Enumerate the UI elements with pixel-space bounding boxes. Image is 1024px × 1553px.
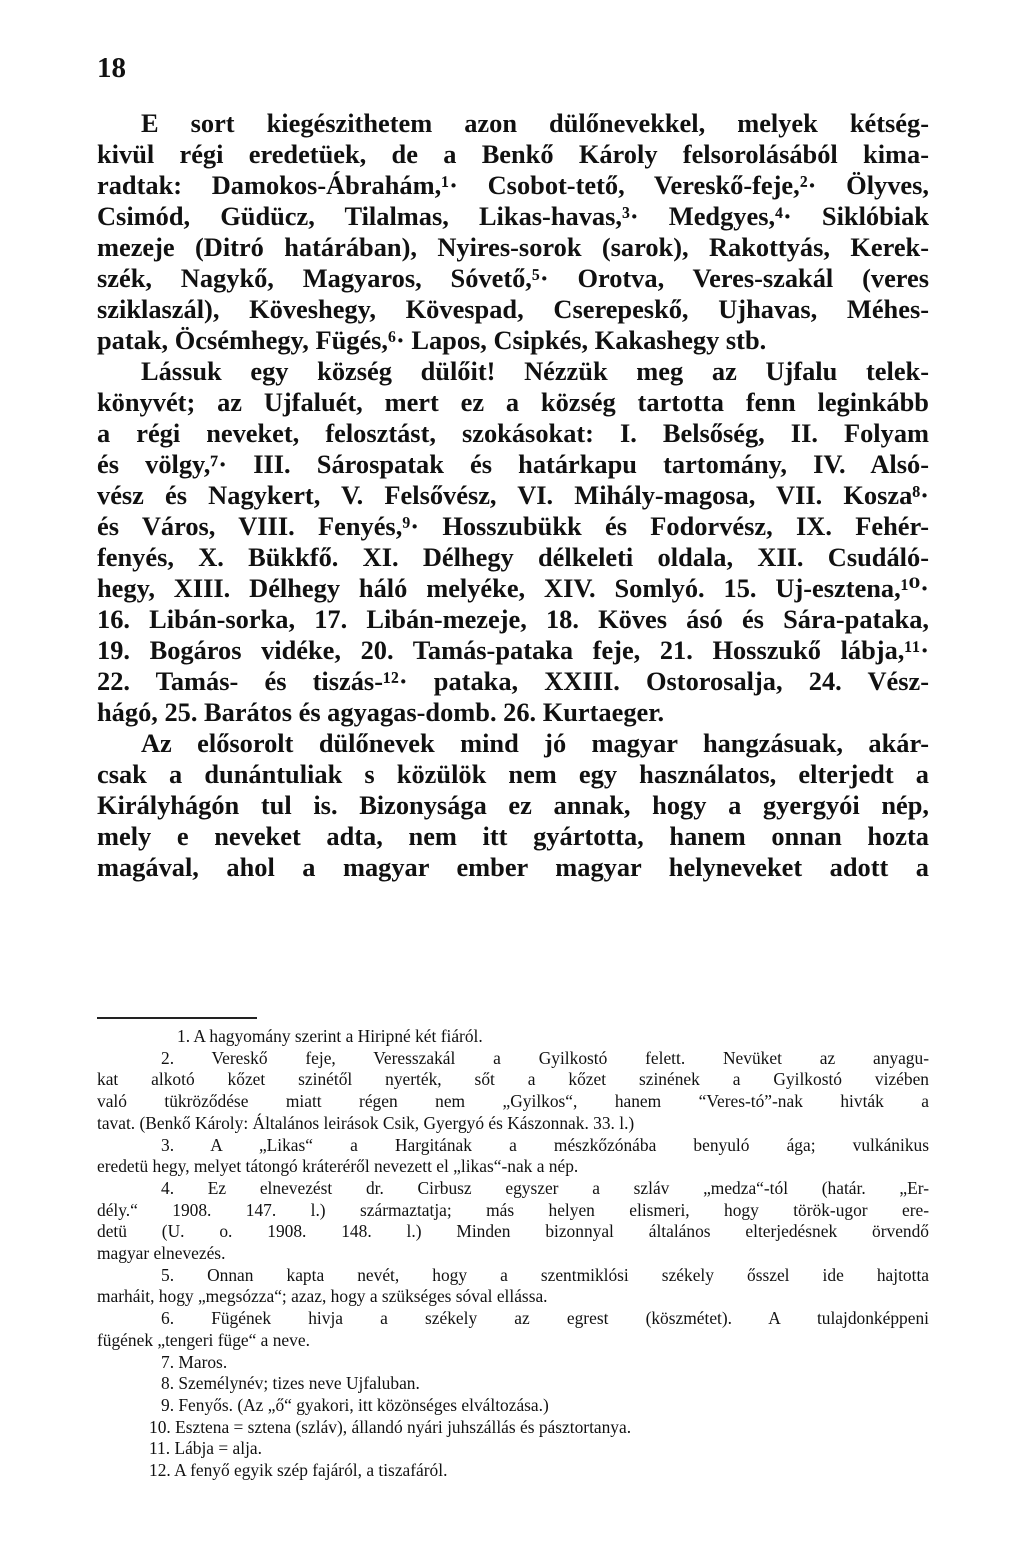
body-line: hegy, XIII. Délhegy háló melyéke, XIV. Somlyó. 15. Uj-esztena,¹⁰· [97,573,929,603]
page-number: 18 [97,52,126,84]
footnote-line: detü (U. o. 1908. 148. l.) Minden bizonnyal általános elterjedésnek örvendő [97,1221,929,1242]
footnote-line: 8. Személynév; tizes neve Ujfaluban. [161,1373,420,1394]
body-line: patak, Öcsémhegy, Fügés,⁶· Lapos, Csipkés, Kakashegy stb. [97,325,767,355]
body-line: sziklaszál), Köveshegy, Kövespad, Cserepeskő, Ujhavas, Méhes- [97,294,929,324]
footnote-line: 1. A hagyomány szerint a Hiripné két fiáról. [177,1026,483,1046]
footnote-line: marháit, hogy „megsózza“; azaz, hogy a szükséges sóval ellássa. [97,1286,548,1307]
footnote-line: 10. Esztena = sztena (szláv), állandó nyári juhszállás és pásztortanya. [149,1416,632,1437]
footnote-line: tavat. (Benkő Károly: Általános leirások Csik, Gyergyó és Kászonnak. 33. l.) [97,1112,635,1133]
footnote-line: dély.“ 1908. 147. l.) származtatja; más helyen elismeri, hogy török-ugor ere- [97,1199,929,1220]
body-line: 22. Tamás- és tiszás-¹²· pataka, XXIII. Ostorosalja, 24. Vész- [97,666,929,696]
footnote-line: fügének „tengeri füge“ a neve. [97,1329,310,1350]
footnote-line: 11. Lábja = alja. [149,1438,262,1459]
body-line: magával, ahol a magyar ember magyar helyneveket adott a [97,852,929,882]
body-line: Az elősorolt dülőnevek mind jó magyar hangzásuak, akár- [141,728,929,758]
footnote-line: 6. Fügének hivja a székely az egrest (köszmétet). A tulajdonképpeni [161,1308,929,1329]
footnote-line: való tükröződése miatt régen nem „Gyilkos“, hanem “Veres-tó”-nak hivták a [97,1091,929,1112]
footnote-line: 7. Maros. [161,1351,228,1372]
body-text [97,108,929,883]
footnote-line: 4. Ez elnevezést dr. Cirbusz egyszer a szláv „medza“-tól (határ. „Er- [161,1177,929,1198]
body-line: E sort kiegészithetem azon dülőnevekkel, melyek kétség- [141,108,929,138]
body-line: és Város, VIII. Fenyés,⁹· Hosszubükk és Fodorvész, IX. Fehér- [97,511,929,541]
body-line: és völgy,⁷· III. Sárospatak és határkapu tartomány, IV. Alsó- [97,449,929,479]
body-line: szék, Nagykő, Magyaros, Sóvető,⁵· Orotva, Veres-szakál (veres [97,263,929,293]
footnotes [97,1026,929,1482]
body-line: 16. Libán-sorka, 17. Libán-mezeje, 18. Köves ásó és Sára-pataka, [97,604,929,634]
body-line: Királyhágón tul is. Bizonysága ez annak, hogy a gyergyói nép, [97,790,929,820]
footnote-line: kat alkotó kőzet szinétől nyerték, sőt a kőzet szinének a Gyilkostó vizében [97,1069,929,1090]
body-line: csak a dunántuliak s közülök nem egy használatos, elterjedt a [97,759,929,789]
footnote-line: 5. Onnan kapta nevét, hogy a szentmiklósi székely ősszel ide hajtotta [161,1264,929,1285]
body-line: kivül régi eredetüek, de a Benkő Károly felsorolásából kima- [97,139,929,169]
body-line: könyvét; az Ujfaluét, mert ez a község tartotta fenn leginkább [97,387,929,417]
footnote-line: 2. Vereskő feje, Veresszakál a Gyilkostó felett. Nevüket az anyagu- [161,1047,929,1068]
footnote-line: 9. Fenyős. (Az „ő“ gyakori, itt közönséges elváltozása.) [161,1394,549,1415]
body-line: radtak: Damokos-Ábrahám,¹· Csobot-tető, Vereskő-feje,²· Ölyves, [97,170,929,200]
body-line: a régi neveket, felosztást, szokásokat: I. Belsőség, II. Folyam [97,418,929,448]
footnote-line: 3. A „Likas“ a Hargitának a mészkőzónába benyuló ága; vulkánikus [161,1134,929,1155]
footnote-line: eredetü hegy, melyet tátongó kráteréről nevezett el „likas“-nak a nép. [97,1156,579,1177]
body-line: mely e neveket adta, nem itt gyártotta, hanem onnan hozta [97,821,929,851]
footnote-line: 12. A fenyő egyik szép fajáról, a tiszafáról. [149,1460,448,1481]
body-line: vész és Nagykert, V. Felsővész, VI. Mihály-magosa, VII. Kosza⁸· [97,480,929,510]
footnote-line: magyar elnevezés. [97,1243,226,1264]
body-line: Csimód, Güdücz, Tilalmas, Likas-havas,³· Medgyes,⁴· Siklóbiak [97,201,929,231]
footnote-separator [97,1017,257,1019]
body-line: Lássuk egy község dülőit! Nézzük meg az Ujfalu telek- [141,356,929,386]
body-line: mezeje (Ditró határában), Nyires-sorok (sarok), Rakottyás, Kerek- [97,232,929,262]
body-line: 19. Bogáros vidéke, 20. Tamás-pataka feje, 21. Hosszukő lábja,¹¹· [97,635,929,665]
body-line: hágó, 25. Barátos és agyagas-domb. 26. Kurtaeger. [97,697,665,727]
body-line: fenyés, X. Bükkfő. XI. Délhegy délkeleti oldala, XII. Csudáló- [97,542,929,572]
